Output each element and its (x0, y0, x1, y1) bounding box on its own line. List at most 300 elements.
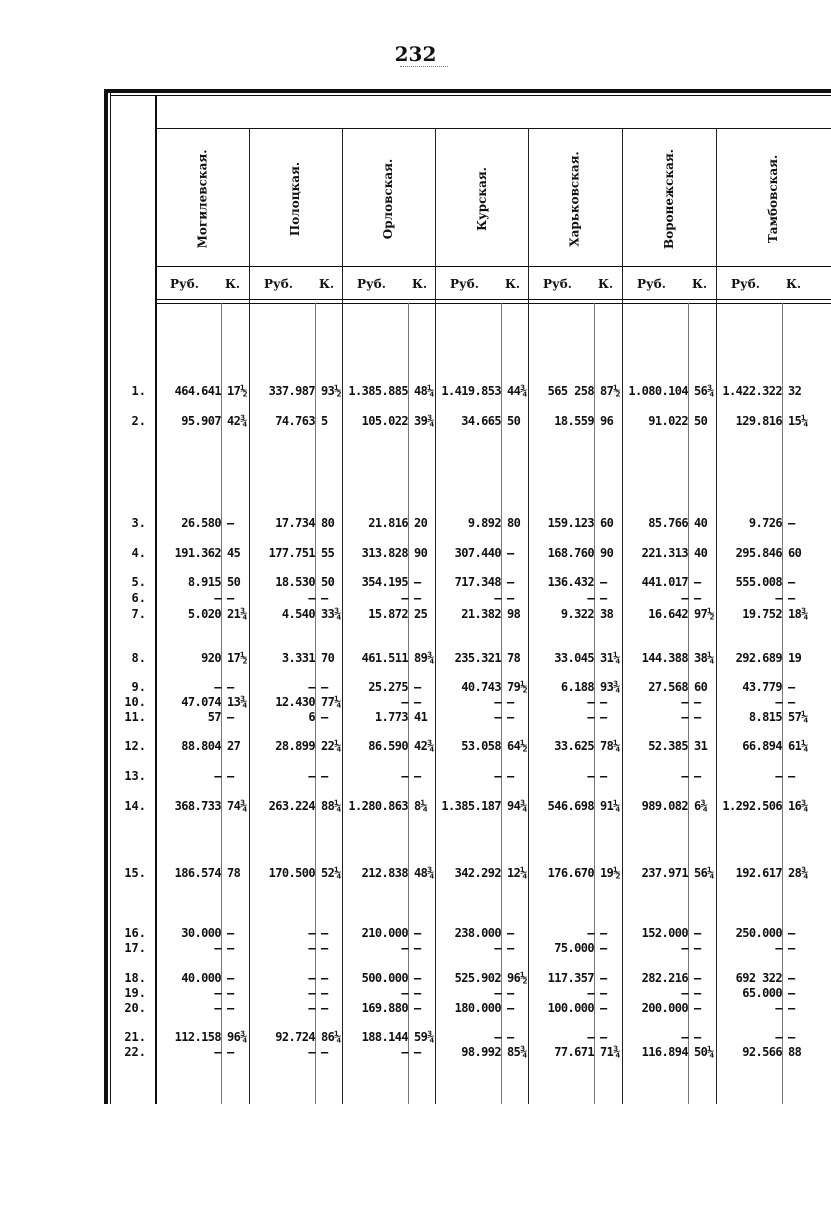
cell-kopecks: 96 (600, 414, 614, 428)
units-rule-2 (155, 303, 831, 304)
cell-kopecks: 79½ (507, 680, 527, 694)
cell-rubles: 1.080.104 (628, 384, 688, 398)
cell-rubles: — (308, 941, 315, 955)
cell-rubles: 33.045 (554, 651, 594, 665)
cell-rubles: — (214, 769, 221, 783)
cell-kopecks: 80 (507, 516, 521, 530)
cell-rubles: 74.763 (275, 414, 315, 428)
cell-rubles: 500.000 (361, 971, 408, 985)
cell-kopecks: — (321, 1045, 328, 1059)
cell-kopecks: 89¾ (414, 651, 434, 665)
governorate-name: Воронежская. (662, 149, 676, 249)
cell-kopecks: — (788, 926, 795, 940)
cell-rubles: 98.992 (461, 1045, 501, 1059)
cell-rubles: 88.804 (181, 739, 221, 753)
cell-kopecks: — (321, 680, 328, 694)
cell-rubles: 1.419.853 (441, 384, 501, 398)
cell-kopecks: — (321, 926, 328, 940)
cell-rubles: 66.894 (742, 739, 782, 753)
cell-kopecks: 33¾ (321, 607, 341, 621)
cell-rubles: 18.559 (554, 414, 594, 428)
cell-kopecks: 59¾ (414, 1030, 434, 1044)
cell-rubles: 5.020 (187, 607, 221, 621)
cell-rubles: — (494, 591, 501, 605)
rub-unit-label: Руб. (637, 277, 666, 291)
cell-rubles: 26.580 (181, 516, 221, 530)
kop-unit-label: К. (319, 277, 335, 291)
cell-kopecks: 39¾ (414, 414, 434, 428)
cell-kopecks: — (227, 1001, 234, 1015)
cell-kopecks: 25 (414, 607, 428, 621)
cell-kopecks: — (788, 769, 795, 783)
cell-rubles: 212.838 (361, 866, 408, 880)
cell-rubles: — (494, 1030, 501, 1044)
row-number: 5. (131, 575, 146, 589)
cell-kopecks: — (321, 769, 328, 783)
cell-kopecks: 27 (227, 739, 241, 753)
cell-rubles: — (775, 769, 782, 783)
frame-top-inner (110, 95, 831, 96)
kop-unit-label: К. (505, 277, 521, 291)
cell-kopecks: 45 (227, 546, 241, 560)
cell-kopecks: — (507, 1001, 514, 1015)
cell-kopecks: 12¼ (507, 866, 527, 880)
row-number: 11. (124, 710, 146, 724)
cell-kopecks: 78¼ (600, 739, 620, 753)
cell-kopecks: 87½ (600, 384, 620, 398)
cell-kopecks: — (414, 986, 421, 1000)
cell-rubles: 105.022 (361, 414, 408, 428)
cell-rubles: 238.000 (454, 926, 501, 940)
cell-kopecks: — (600, 591, 607, 605)
cell-kopecks: — (414, 971, 421, 985)
rub-unit-label: Руб. (543, 277, 572, 291)
cell-kopecks: 42¾ (227, 414, 247, 428)
cell-kopecks: — (600, 769, 607, 783)
cell-kopecks: 91¼ (600, 799, 620, 813)
kop-unit-label: К. (692, 277, 708, 291)
cell-rubles: 25.275 (368, 680, 408, 694)
cell-rubles: 1.280.863 (348, 799, 408, 813)
cell-kopecks: — (414, 575, 421, 589)
cell-rubles: — (587, 926, 594, 940)
row-number: 20. (124, 1001, 146, 1015)
cell-rubles: 34.665 (461, 414, 501, 428)
governorate-name: Могилевская. (195, 149, 210, 249)
cell-rubles: — (401, 769, 408, 783)
cell-rubles: 53.058 (461, 739, 501, 753)
cell-kopecks: 31 (694, 739, 708, 753)
kopeck-divider (315, 303, 316, 1104)
cell-kopecks: 94¾ (507, 799, 527, 813)
cell-kopecks: 17½ (227, 651, 247, 665)
cell-kopecks: — (600, 971, 607, 985)
cell-rubles: — (401, 695, 408, 709)
cell-kopecks: — (694, 710, 701, 724)
cell-kopecks: — (227, 591, 234, 605)
cell-rubles: 200.000 (641, 1001, 688, 1015)
cell-rubles: 95.907 (181, 414, 221, 428)
cell-rubles: 263.224 (268, 799, 315, 813)
cell-kopecks: — (227, 926, 234, 940)
cell-rubles: 191.362 (174, 546, 221, 560)
cell-rubles: — (401, 591, 408, 605)
cell-rubles: 282.216 (641, 971, 688, 985)
cell-kopecks: 96½ (507, 971, 527, 985)
governorate-header (155, 132, 249, 266)
cell-rubles: 75.000 (554, 941, 594, 955)
cell-kopecks: 88¼ (321, 799, 341, 813)
cell-kopecks: — (414, 695, 421, 709)
cell-kopecks: 56¼ (694, 866, 714, 880)
cell-kopecks: — (321, 971, 328, 985)
rub-unit-label: Руб. (170, 277, 199, 291)
cell-rubles: 177.751 (268, 546, 315, 560)
cell-rubles: 169.880 (361, 1001, 408, 1015)
cell-rubles: — (587, 986, 594, 1000)
cell-rubles: 100.000 (547, 1001, 594, 1015)
cell-kopecks: 74¾ (227, 799, 247, 813)
cell-rubles: 16.642 (648, 607, 688, 621)
cell-kopecks: — (788, 941, 795, 955)
cell-kopecks: — (507, 575, 514, 589)
cell-kopecks: 88 (788, 1045, 802, 1059)
cell-kopecks: — (414, 941, 421, 955)
cell-rubles: 40.000 (181, 971, 221, 985)
page-number: 232 (394, 42, 437, 66)
cell-kopecks: 41 (414, 710, 428, 724)
cell-kopecks: 50 (507, 414, 521, 428)
cell-rubles: 180.000 (454, 1001, 501, 1015)
cell-rubles: 4.540 (281, 607, 315, 621)
kopeck-divider (408, 303, 409, 1104)
cell-kopecks: 16¾ (788, 799, 808, 813)
cell-kopecks: — (788, 986, 795, 1000)
cell-rubles: — (214, 941, 221, 955)
cell-kopecks: 77¼ (321, 695, 341, 709)
cell-kopecks: — (694, 575, 701, 589)
governorate-header (435, 132, 528, 266)
cell-kopecks: 71¾ (600, 1045, 620, 1059)
cell-rubles: — (308, 680, 315, 694)
cell-rubles: — (681, 769, 688, 783)
cell-kopecks: — (600, 1001, 607, 1015)
cell-kopecks: — (600, 1030, 607, 1044)
cell-kopecks: — (227, 680, 234, 694)
cell-kopecks: — (694, 941, 701, 955)
cell-rubles: 441.017 (641, 575, 688, 589)
cell-rubles: — (494, 941, 501, 955)
cell-rubles: 307.440 (454, 546, 501, 560)
cell-kopecks: — (788, 591, 795, 605)
governorate-name: Тамбовская. (766, 154, 781, 244)
cell-rubles: 9.322 (560, 607, 594, 621)
cell-kopecks: 50¼ (694, 1045, 714, 1059)
cell-rubles: — (401, 941, 408, 955)
cell-rubles: 1.422.322 (722, 384, 782, 398)
cell-rubles: 57 (207, 710, 221, 724)
cell-kopecks: 52¼ (321, 866, 341, 880)
cell-kopecks: 50 (694, 414, 708, 428)
cell-rubles: 129.816 (735, 414, 782, 428)
cell-rubles: — (587, 695, 594, 709)
cell-kopecks: — (788, 1001, 795, 1015)
cell-kopecks: 21¾ (227, 607, 247, 621)
cell-kopecks: 5 (321, 414, 328, 428)
cell-rubles: — (214, 1001, 221, 1015)
cell-rubles: — (494, 710, 501, 724)
cell-kopecks: — (507, 926, 514, 940)
governorate-header (528, 132, 622, 266)
cell-kopecks: 8¼ (414, 799, 428, 813)
cell-rubles: 368.733 (174, 799, 221, 813)
kopeck-divider (501, 303, 502, 1104)
cell-kopecks: — (227, 986, 234, 1000)
cell-kopecks: — (694, 971, 701, 985)
cell-rubles: 8.815 (748, 710, 782, 724)
cell-kopecks: 40 (694, 516, 708, 530)
row-number: 18. (124, 971, 146, 985)
units-rule-1 (155, 299, 831, 300)
cell-kopecks: 17½ (227, 384, 247, 398)
names-rule (155, 266, 831, 267)
cell-rubles: — (775, 1030, 782, 1044)
row-number: 10. (124, 695, 146, 709)
cell-kopecks: — (507, 695, 514, 709)
governorate-header (249, 132, 342, 266)
cell-kopecks: 40 (694, 546, 708, 560)
cell-rubles: 188.144 (361, 1030, 408, 1044)
cell-rubles: — (308, 591, 315, 605)
cell-kopecks: — (600, 575, 607, 589)
cell-rubles: 292.689 (735, 651, 782, 665)
cell-rubles: 235.321 (454, 651, 501, 665)
row-number: 22. (124, 1045, 146, 1059)
cell-kopecks: — (227, 769, 234, 783)
rub-unit-label: Руб. (264, 277, 293, 291)
cell-kopecks: — (694, 1001, 701, 1015)
cell-rubles: — (775, 941, 782, 955)
cell-rubles: — (587, 1030, 594, 1044)
cell-kopecks: 6¾ (694, 799, 708, 813)
cell-kopecks: — (321, 591, 328, 605)
rub-unit-label: Руб. (731, 277, 760, 291)
cell-rubles: 152.000 (641, 926, 688, 940)
cell-kopecks: — (694, 695, 701, 709)
governorate-name: Полоцкая. (288, 161, 303, 237)
cell-rubles: 18.530 (275, 575, 315, 589)
row-number: 16. (124, 926, 146, 940)
cell-kopecks: — (227, 516, 234, 530)
row-number: 2. (131, 414, 146, 428)
cell-rubles: 295.846 (735, 546, 782, 560)
cell-rubles: — (681, 591, 688, 605)
cell-rubles: — (214, 986, 221, 1000)
cell-kopecks: 61¼ (788, 739, 808, 753)
governorate-header (716, 132, 831, 266)
cell-kopecks: — (507, 710, 514, 724)
cell-kopecks: 18¾ (788, 607, 808, 621)
cell-rubles: — (214, 680, 221, 694)
cell-kopecks: — (694, 769, 701, 783)
cell-rubles: 52.385 (648, 739, 688, 753)
cell-rubles: — (587, 710, 594, 724)
cell-kopecks: — (321, 710, 328, 724)
cell-rubles: 17.734 (275, 516, 315, 530)
row-number: 21. (124, 1030, 146, 1044)
row-number: 3. (131, 516, 146, 530)
cell-kopecks: — (600, 986, 607, 1000)
cell-kopecks: 31¼ (600, 651, 620, 665)
cell-rubles: 6 (308, 710, 315, 724)
cell-kopecks: 86¼ (321, 1030, 341, 1044)
row-number: 7. (131, 607, 146, 621)
cell-kopecks: 38¼ (694, 651, 714, 665)
cell-rubles: 43.779 (742, 680, 782, 694)
cell-rubles: — (308, 769, 315, 783)
cell-kopecks: 48¾ (414, 866, 434, 880)
cell-kopecks: 48¼ (414, 384, 434, 398)
cell-rubles: 85.766 (648, 516, 688, 530)
rub-unit-label: Руб. (450, 277, 479, 291)
frame-left-inner (110, 91, 111, 1104)
governorate-name: Орловская. (381, 158, 396, 240)
rub-unit-label: Руб. (357, 277, 386, 291)
row-number: 1. (131, 384, 146, 398)
cell-rubles: 159.123 (547, 516, 594, 530)
cell-rubles: 313.828 (361, 546, 408, 560)
cell-kopecks: 93½ (321, 384, 341, 398)
cell-kopecks: 85¾ (507, 1045, 527, 1059)
cell-kopecks: 78 (227, 866, 241, 880)
frame-top-thick (104, 89, 831, 93)
cell-rubles: 168.760 (547, 546, 594, 560)
governorate-name: Харьковская. (568, 151, 583, 247)
frame-left-thick (104, 91, 108, 1104)
header-rule (155, 128, 831, 129)
cell-kopecks: — (507, 1030, 514, 1044)
cell-kopecks: 90 (414, 546, 428, 560)
cell-kopecks: — (321, 1001, 328, 1015)
cell-rubles: — (308, 1001, 315, 1015)
cell-kopecks: — (227, 1045, 234, 1059)
cell-rubles: — (494, 769, 501, 783)
cell-kopecks: 13¾ (227, 695, 247, 709)
cell-rubles: — (775, 695, 782, 709)
cell-rubles: — (681, 710, 688, 724)
cell-kopecks: — (788, 971, 795, 985)
cell-rubles: — (775, 591, 782, 605)
cell-kopecks: 15¼ (788, 414, 808, 428)
cell-rubles: 692 322 (735, 971, 782, 985)
cell-kopecks: 98 (507, 607, 521, 621)
cell-rubles: 6.188 (560, 680, 594, 694)
row-number: 4. (131, 546, 146, 560)
cell-rubles: 546.698 (547, 799, 594, 813)
cell-rubles: — (214, 591, 221, 605)
cell-rubles: — (681, 941, 688, 955)
cell-kopecks: 70 (321, 651, 335, 665)
row-number: 8. (131, 651, 146, 665)
cell-rubles: — (214, 1045, 221, 1059)
kopeck-divider (688, 303, 689, 1104)
cell-kopecks: 96¾ (227, 1030, 247, 1044)
cell-rubles: — (308, 986, 315, 1000)
row-number: 6. (131, 591, 146, 605)
cell-rubles: — (401, 1045, 408, 1059)
cell-kopecks: — (507, 941, 514, 955)
cell-rubles: — (308, 971, 315, 985)
cell-kopecks: — (321, 986, 328, 1000)
cell-kopecks: — (321, 941, 328, 955)
cell-rubles: 8.915 (187, 575, 221, 589)
cell-rubles: 9.892 (467, 516, 501, 530)
cell-kopecks: — (788, 575, 795, 589)
cell-rubles: 525.902 (454, 971, 501, 985)
kopeck-divider (594, 303, 595, 1104)
cell-rubles: 342.292 (454, 866, 501, 880)
cell-kopecks: 97½ (694, 607, 714, 621)
cell-rubles: 192.617 (735, 866, 782, 880)
cell-rubles: 33.625 (554, 739, 594, 753)
cell-rubles: 21.382 (461, 607, 501, 621)
kop-unit-label: К. (598, 277, 614, 291)
cell-rubles: 92.566 (742, 1045, 782, 1059)
cell-kopecks: 28¾ (788, 866, 808, 880)
cell-kopecks: 32 (788, 384, 802, 398)
row-number: 13. (124, 769, 146, 783)
cell-rubles: 555.008 (735, 575, 782, 589)
cell-rubles: 92.724 (275, 1030, 315, 1044)
cell-rubles: 91.022 (648, 414, 688, 428)
cell-kopecks: 19 (788, 651, 802, 665)
cell-rubles: 112.158 (174, 1030, 221, 1044)
cell-kopecks: — (600, 695, 607, 709)
cell-kopecks: — (694, 986, 701, 1000)
kop-unit-label: К. (786, 277, 802, 291)
cell-rubles: 186.574 (174, 866, 221, 880)
cell-kopecks: — (414, 1045, 421, 1059)
cell-rubles: 337.987 (268, 384, 315, 398)
cell-rubles: — (308, 1045, 315, 1059)
cell-rubles: 19.752 (742, 607, 782, 621)
cell-rubles: — (401, 986, 408, 1000)
cell-rubles: — (681, 986, 688, 1000)
cell-kopecks: — (414, 769, 421, 783)
cell-kopecks: — (507, 591, 514, 605)
cell-rubles: — (587, 769, 594, 783)
cell-rubles: 1.292.506 (722, 799, 782, 813)
cell-kopecks: — (414, 926, 421, 940)
row-number: 17. (124, 941, 146, 955)
governorate-name: Курская. (474, 167, 489, 231)
row-number: 14. (124, 799, 146, 813)
cell-rubles: 12.430 (275, 695, 315, 709)
cell-rubles: 920 (201, 651, 221, 665)
cell-rubles: — (308, 926, 315, 940)
cell-kopecks: — (788, 680, 795, 694)
cell-rubles: 1.773 (374, 710, 408, 724)
cell-rubles: 565 258 (547, 384, 594, 398)
cell-rubles: — (494, 695, 501, 709)
cell-rubles: — (775, 1001, 782, 1015)
cell-kopecks: 78 (507, 651, 521, 665)
cell-kopecks: 20 (414, 516, 428, 530)
cell-rubles: 989.082 (641, 799, 688, 813)
kop-unit-label: К. (225, 277, 241, 291)
cell-rubles: 144.388 (641, 651, 688, 665)
cell-rubles: 250.000 (735, 926, 782, 940)
